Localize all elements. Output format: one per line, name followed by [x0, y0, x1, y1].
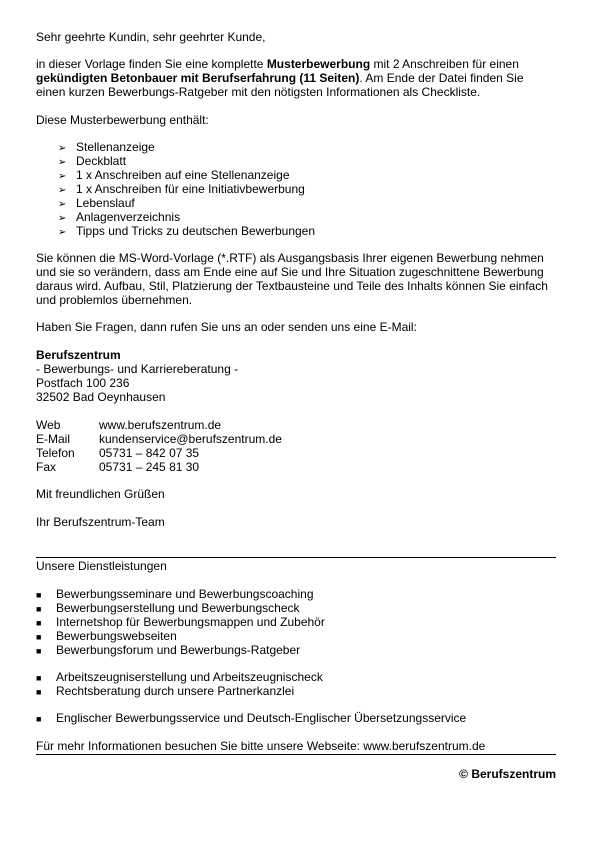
square-bullet-icon: ■ [36, 632, 42, 642]
usage-line: und problemlos übernehmen. [36, 293, 193, 307]
address-city: 32502 Bad Oeynhausen [36, 390, 166, 404]
list-item: ■ Rechtsberatung durch unsere Partnerkanzlei [36, 684, 295, 698]
list-item: ■ Englischer Bewerbungsservice und Deutsch-Englischer Übersetzungsservice [36, 711, 467, 725]
email-link[interactable]: kundenservice@berufszentrum.de [99, 432, 282, 446]
contents-heading: Diese Musterbewerbung enthält: [36, 113, 209, 127]
divider [36, 754, 556, 755]
arrow-bullet-icon: ➢ [58, 213, 67, 224]
intro-bold-job: gekündigten Betonbauer mit Berufserfahrung (11 Seiten) [36, 71, 360, 85]
list-item: ■ Bewerbungsseminare und Bewerbungscoaching [36, 587, 314, 601]
greeting: Sehr geehrte Kundin, sehr geehrter Kunde, [36, 30, 266, 44]
usage-line: und sie so verändern, dass am Ende eine auf Sie und Ihre Situation zugeschnittene Bewerbung [36, 265, 544, 279]
intro-text: mit 2 Anschreiben für einen [370, 57, 519, 71]
list-item: ➢ Deckblatt [58, 154, 127, 168]
arrow-bullet-icon: ➢ [58, 157, 67, 168]
usage-line: Sie können die MS-Word-Vorlage (*.RTF) als Ausgangsbasis Ihrer eigenen Bewerbung nehmen [36, 251, 544, 265]
square-bullet-icon: ■ [36, 590, 42, 600]
intro-text: . Am Ende der Datei finden Sie [359, 71, 524, 85]
list-item: ➢ 1 x Anschreiben auf eine Stellenanzeige [58, 168, 290, 182]
square-bullet-icon: ■ [36, 714, 42, 724]
address-postbox: Postfach 100 236 [36, 376, 130, 390]
contact-fax: Fax 05731 – 245 81 30 [36, 460, 200, 474]
contact-phone: Telefon 05731 – 842 07 35 [36, 446, 200, 460]
list-item: ■ Bewerbungsforum und Bewerbungs-Ratgeber [36, 643, 301, 657]
list-item: ■ Bewerbungswebseiten [36, 629, 177, 643]
arrow-bullet-icon: ➢ [58, 185, 67, 196]
intro-bold-musterbewerbung: Musterbewerbung [266, 57, 371, 71]
intro-line-3: einen kurzen Bewerbungs-Ratgeber mit den nötigsten Informationen als Checkliste. [36, 85, 481, 99]
square-bullet-icon: ■ [36, 687, 42, 697]
arrow-bullet-icon: ➢ [58, 171, 67, 182]
list-item: ➢ Lebenslauf [58, 196, 135, 210]
copyright: © Berufszentrum [459, 767, 556, 781]
list-item: ■ Bewerbungserstellung und Bewerbungscheck [36, 601, 300, 615]
arrow-bullet-icon: ➢ [58, 227, 67, 238]
list-item: ■ Arbeitszeugniserstellung und Arbeitszeugnischeck [36, 670, 323, 684]
usage-line: daraus wird. Aufbau, Stil, Platzierung der Textbausteine und Teile des Inhalts können Sie einfach [36, 279, 548, 293]
intro-line-1 [36, 57, 519, 71]
contact-web: Web www.berufszentrum.de [36, 418, 222, 432]
services-heading: Unsere Dienstleistungen [36, 559, 167, 573]
intro-text: in dieser Vorlage finden Sie eine komplette [36, 57, 267, 71]
more-info-text: Für mehr Informationen besuchen Sie bitte unsere Webseite: www.berufszentrum.de [36, 739, 486, 753]
contact-email: E-Mail kundenservice@berufszentrum.de [36, 432, 282, 446]
arrow-bullet-icon: ➢ [58, 199, 67, 210]
square-bullet-icon: ■ [36, 604, 42, 614]
list-item: ➢ 1 x Anschreiben für eine Initiativbewerbung [58, 182, 305, 196]
questions-text: Haben Sie Fragen, dann rufen Sie uns an oder senden uns eine E-Mail: [36, 320, 417, 334]
divider [36, 557, 556, 558]
arrow-bullet-icon: ➢ [58, 143, 67, 154]
web-link[interactable]: www.berufszentrum.de [99, 418, 222, 432]
list-item: ➢ Anlagenverzeichnis [58, 210, 181, 224]
square-bullet-icon: ■ [36, 618, 42, 628]
square-bullet-icon: ■ [36, 673, 42, 683]
company-subtitle: - Bewerbungs- und Karriereberatung - [36, 362, 239, 376]
list-item: ➢ Tipps und Tricks zu deutschen Bewerbungen [58, 224, 316, 238]
closing: Mit freundlichen Grüßen [36, 487, 165, 501]
square-bullet-icon: ■ [36, 646, 42, 656]
company-name: Berufszentrum [36, 348, 121, 362]
list-item: ■ Internetshop für Bewerbungsmappen und Zubehör [36, 615, 325, 629]
signature: Ihr Berufszentrum-Team [36, 515, 165, 529]
list-item: ➢ Stellenanzeige [58, 140, 155, 154]
intro-line-2 [36, 71, 524, 85]
